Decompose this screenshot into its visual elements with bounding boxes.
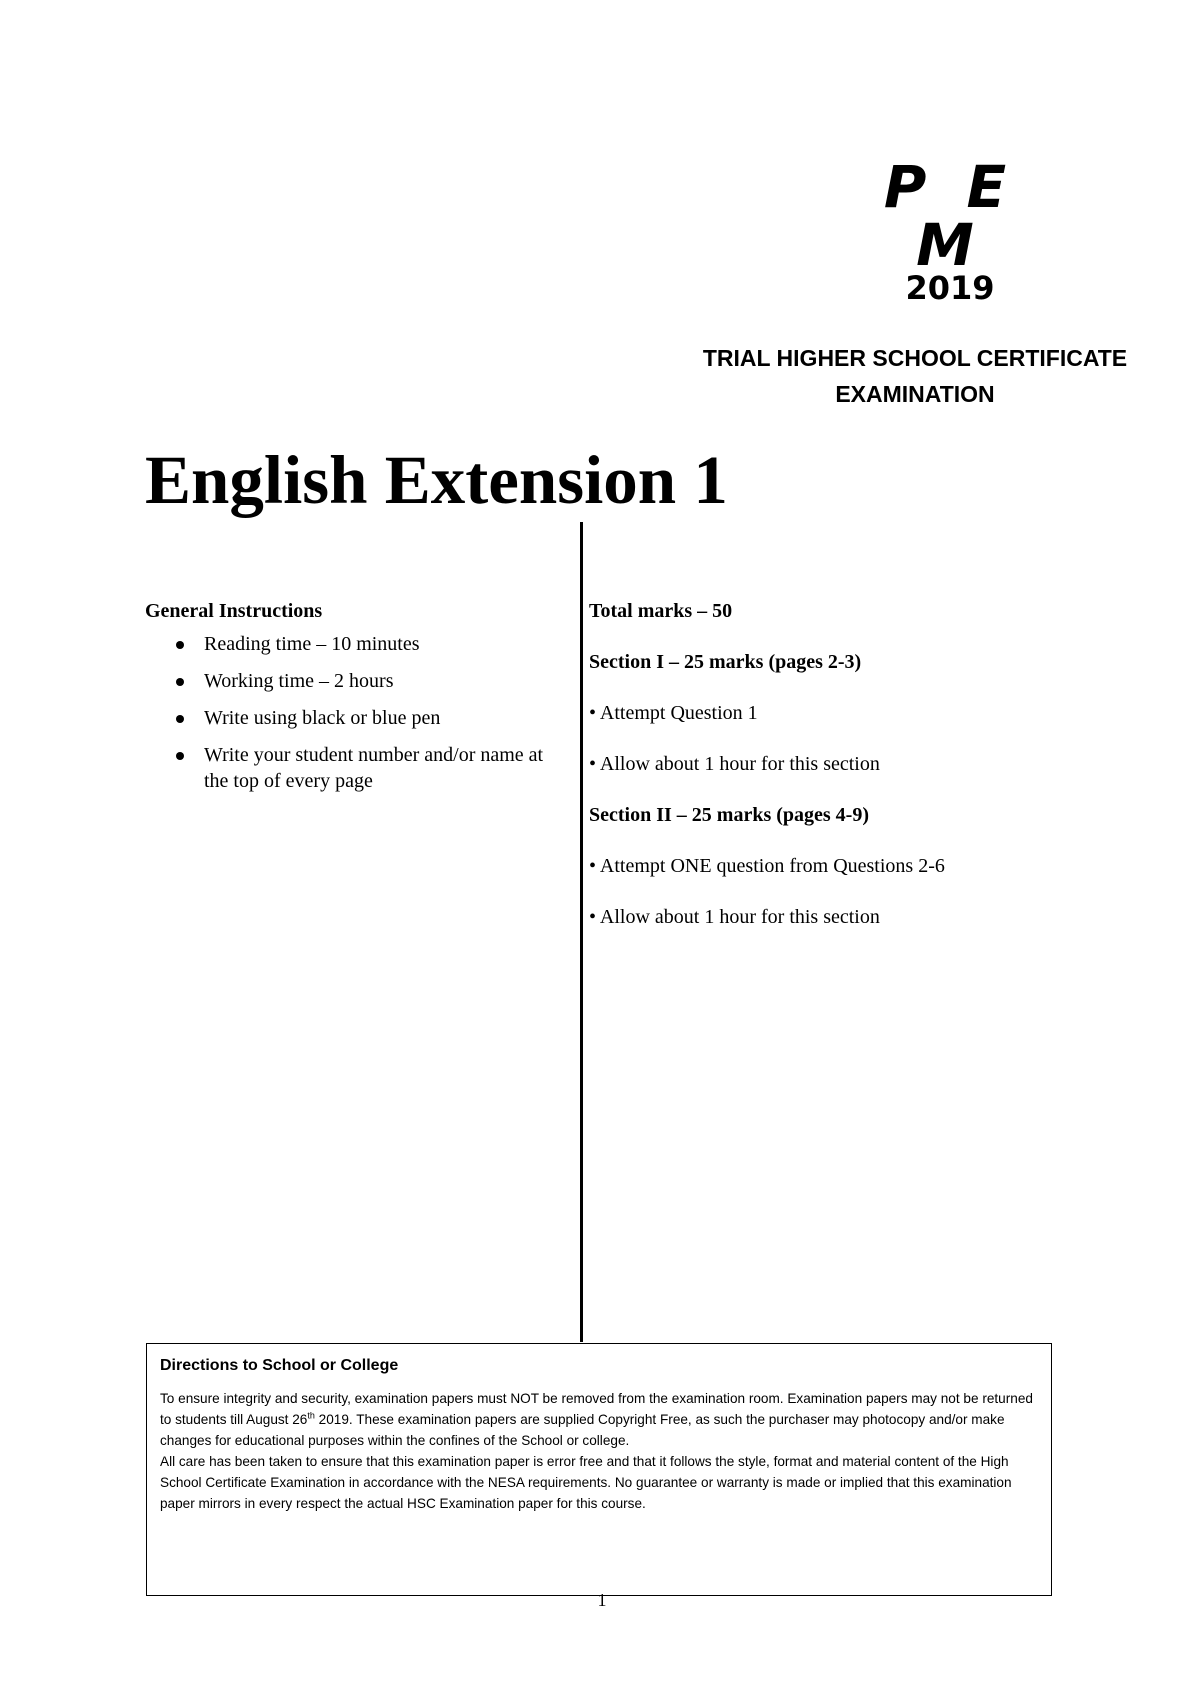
instructions-list	[145, 631, 565, 794]
section1-item: • Attempt Question 1	[589, 702, 758, 724]
exam-title	[690, 340, 1140, 412]
bullet-icon	[176, 715, 184, 723]
instruction-text: Working time – 2 hours	[204, 670, 394, 692]
list-item	[145, 668, 565, 694]
instruction-text: Reading time – 10 minutes	[204, 633, 420, 655]
directions-paragraph: All care has been taken to ensure that this examination paper is error free and that it follows the style, format and material content of the High School Certificate Examination in accordance with the NESA requirements. No guarantee or warranty is made or implied that this examination paper mirrors in every respect the actual HSC Examination paper for this course.	[160, 1454, 1012, 1511]
general-instructions-heading: General Instructions	[145, 600, 323, 622]
bullet-icon	[176, 752, 184, 760]
exam-title-line1: TRIAL HIGHER SCHOOL CERTIFICATE	[702, 345, 1128, 371]
directions-paragraph	[160, 1388, 1038, 1451]
total-marks: Total marks – 50	[589, 600, 733, 622]
exam-title-line2: EXAMINATION	[835, 381, 995, 407]
general-instructions	[145, 596, 565, 805]
instruction-text: Write your student number and/or name at the top of every page	[204, 744, 544, 792]
directions-heading: Directions to School or College	[160, 1357, 399, 1374]
list-item	[145, 631, 565, 657]
publisher-logo: P E M	[883, 153, 1017, 279]
section2-item: • Allow about 1 hour for this section	[589, 906, 880, 928]
bullet-icon	[176, 678, 184, 686]
directions-box	[146, 1343, 1052, 1596]
bullet-icon	[176, 641, 184, 649]
list-item	[145, 742, 565, 794]
list-item	[145, 705, 565, 731]
subject-title: English Extension 1	[145, 442, 728, 518]
section2-heading: Section II – 25 marks (pages 4-9)	[589, 804, 869, 826]
column-divider	[580, 522, 583, 1342]
directions-text: To ensure integrity and security, examination papers must NOT be removed from the examination room. Examination papers may not be returned to students till August 26	[160, 1391, 1033, 1427]
page-number: 1	[597, 1590, 607, 1610]
section1-heading: Section I – 25 marks (pages 2-3)	[589, 651, 862, 673]
instruction-text: Write using black or blue pen	[204, 707, 441, 729]
exam-year: 2019	[905, 269, 995, 307]
marks-summary	[589, 596, 1149, 953]
section2-item: • Attempt ONE question from Questions 2-6	[589, 855, 945, 877]
section1-item: • Allow about 1 hour for this section	[589, 753, 880, 775]
ordinal-suffix: th	[307, 1410, 315, 1421]
directions-text: 2019. These examination papers are supplied Copyright Free, as such the purchaser may photocopy and/or make changes for educational purposes within the confines of the School or college.	[160, 1412, 1005, 1448]
